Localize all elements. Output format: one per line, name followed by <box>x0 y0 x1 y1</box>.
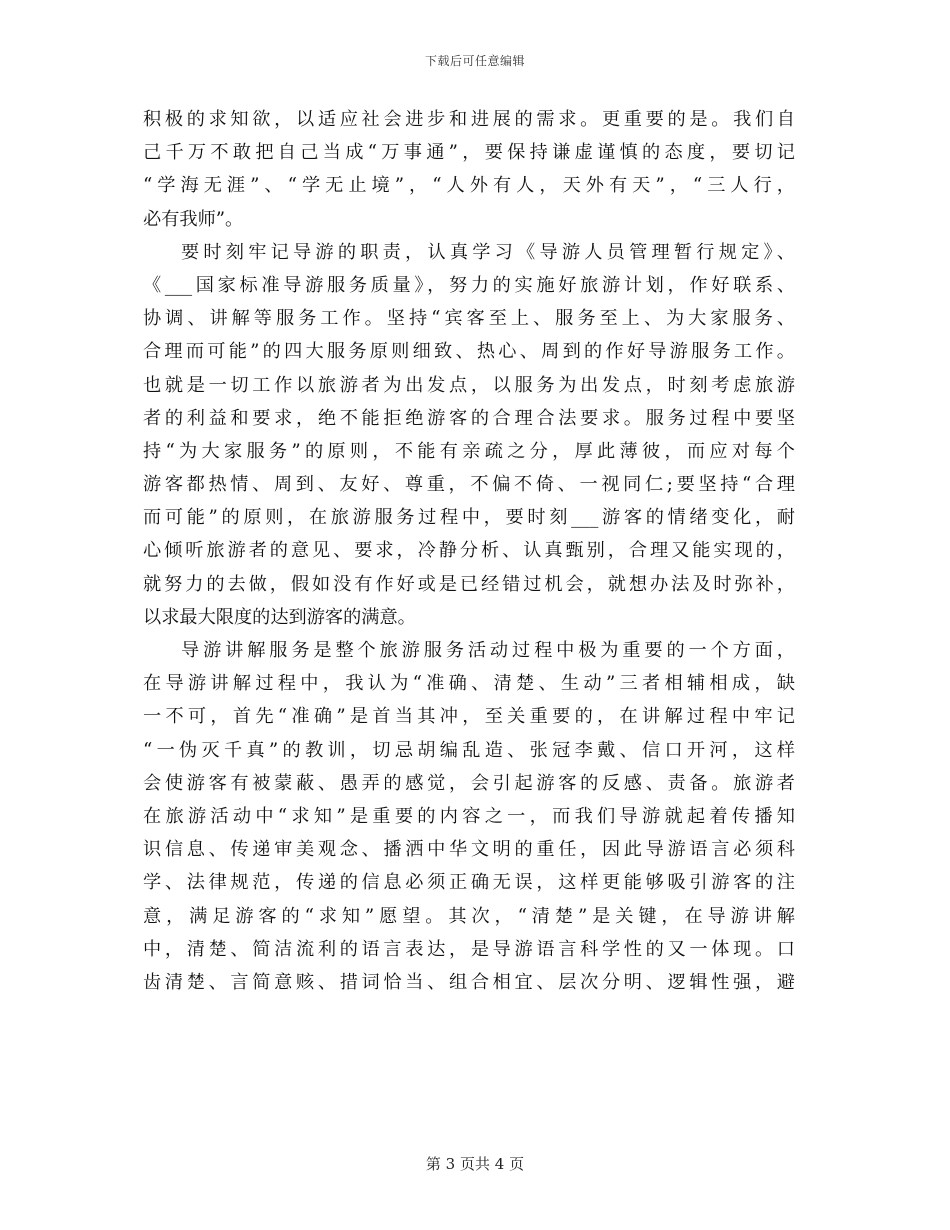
text-line: 己千万不敢把自己当成“万事通”，要保持谦虚谨慎的态度，要切记 <box>143 142 795 164</box>
text-line: 齿清楚、言简意赅、措词恰当、组合相宜、层次分明、逻辑性强，避 <box>143 971 795 993</box>
text-line: 会使游客有被蒙蔽、愚弄的感觉，会引起游客的反感、责备。旅游者 <box>143 772 795 794</box>
text-line: “一伪灭千真”的教训，切忌胡编乱造、张冠李戴、信口开河，这样 <box>143 739 795 761</box>
text-line: 持“为大家服务”的原则，不能有亲疏之分，厚此薄彼，而应对每个 <box>143 440 795 462</box>
text-line: 者的利益和要求，绝不能拒绝游客的合理合法要求。服务过程中要坚 <box>143 407 795 429</box>
text-line: 也就是一切工作以旅游者为出发点，以服务为出发点，时刻考虑旅游 <box>143 374 795 396</box>
text-line: 一不可，首先“准确”是首当其冲，至关重要的，在讲解过程中牢记 <box>143 706 795 728</box>
paragraph-first-line: 导游讲解服务是整个旅游服务活动过程中极为重要的一个方面， <box>181 640 795 661</box>
text-line: 积极的求知欲，以适应社会进步和进展的需求。更重要的是。我们自 <box>143 109 795 130</box>
text-line: 在导游讲解过程中，我认为“准确、清楚、生动”三者相辅相成，缺 <box>143 673 795 695</box>
text-line: 就努力的去做，假如没有作好或是已经错过机会，就想办法及时弥补， <box>143 573 795 595</box>
text-line: 中，清楚、简洁流利的语言表达，是导游语言科学性的又一体现。口 <box>143 938 795 960</box>
page-header: 下载后可任意编辑 <box>424 54 525 68</box>
text-line: 识信息、传递审美观念、播洒中华文明的重任，因此导游语言必须科 <box>143 839 795 861</box>
paragraph-first-line: 要时刻牢记导游的职责，认真学习《导游人员管理暂行规定》、 <box>181 241 795 263</box>
text-line: 必有我师”。 <box>143 208 244 230</box>
text-line: 合理而可能”的四大服务原则细致、热心、周到的作好导游服务工作。 <box>143 341 795 363</box>
text-line: 协调、讲解等服务工作。坚持“宾客至上、服务至上、为大家服务、 <box>143 308 795 330</box>
text-line: 游客都热情、周到、友好、尊重，不偏不倚、一视同仁;要坚持“合理 <box>143 474 795 496</box>
text-line: 而可能”的原则，在旅游服务过程中，要时刻___游客的情绪变化，耐 <box>143 507 795 529</box>
text-line: 心倾听旅游者的意见、要求，冷静分析、认真甄别，合理又能实现的， <box>143 540 795 562</box>
text-line: 意，满足游客的“求知”愿望。其次，“清楚”是关键，在导游讲解 <box>143 905 795 927</box>
page-footer: 第 3 页共 4 页 <box>425 1155 525 1173</box>
body-text <box>143 103 795 999</box>
text-line: 以求最大限度的达到游客的满意。 <box>143 606 416 628</box>
text-line: 《___国家标准导游服务质量》，努力的实施好旅游计划，作好联系、 <box>143 274 795 296</box>
text-line: 在旅游活动中“求知”是重要的内容之一，而我们导游就起着传播知 <box>143 805 795 827</box>
text-line: 学、法律规范，传递的信息必须正确无误，这样更能够吸引游客的注 <box>143 872 795 894</box>
text-line: “学海无涯”、“学无止境”，“人外有人，天外有天”，“三人行， <box>143 175 795 197</box>
